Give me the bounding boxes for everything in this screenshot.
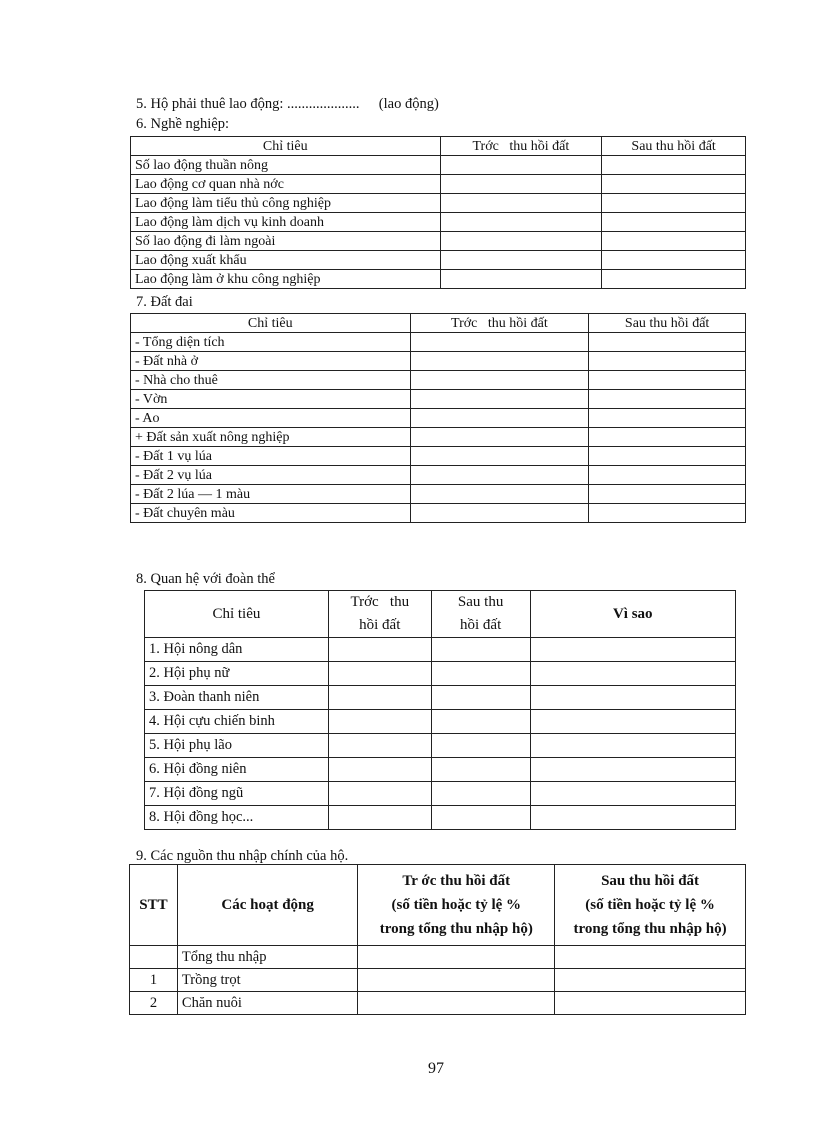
table-row <box>131 371 746 390</box>
before-cell[interactable] <box>410 485 589 504</box>
before-cell[interactable] <box>410 352 589 371</box>
after-cell[interactable] <box>589 447 746 466</box>
table-header-row <box>131 137 746 156</box>
header-before: Trớc thu hồi đất <box>440 137 602 156</box>
row-stt <box>130 946 178 969</box>
row-label: Lao động cơ quan nhà nớc <box>131 175 441 194</box>
row-label: 1. Hội nông dân <box>145 638 329 662</box>
header-before-line1: Tr ớc thu hồi đất <box>402 873 511 889</box>
after-cell[interactable] <box>589 352 746 371</box>
table-row <box>131 352 746 371</box>
before-cell[interactable] <box>440 213 602 232</box>
table-header-row <box>130 865 746 946</box>
table-row <box>130 992 746 1015</box>
header-before <box>358 865 555 946</box>
table-row <box>145 662 736 686</box>
row-stt: 2 <box>130 992 178 1015</box>
table-row <box>131 156 746 175</box>
question-7-title: 7. Đất đai <box>136 294 193 310</box>
after-cell[interactable] <box>589 504 746 523</box>
table-header-row <box>131 314 746 333</box>
header-chi-tieu: Chỉ tiêu <box>131 314 411 333</box>
row-label: Lao động làm tiểu thủ công nghiệp <box>131 194 441 213</box>
reason-cell[interactable] <box>530 734 735 758</box>
table-row <box>145 638 736 662</box>
table-row <box>131 447 746 466</box>
after-cell[interactable] <box>602 156 746 175</box>
after-cell[interactable] <box>589 466 746 485</box>
row-label: Tổng thu nhập <box>177 946 357 969</box>
question-6-title: 6. Nghề nghiệp: <box>136 116 230 132</box>
before-cell[interactable] <box>328 710 431 734</box>
after-cell[interactable] <box>602 251 746 270</box>
row-label: 7. Hội đồng ngũ <box>145 782 329 806</box>
header-after-line2: hồi đất <box>460 617 502 633</box>
before-cell[interactable] <box>358 946 555 969</box>
header-chi-tieu: Chỉ tiêu <box>131 137 441 156</box>
header-after: Sau thu hồi đất <box>589 314 746 333</box>
occupation-table <box>130 136 746 289</box>
header-before: Trớc thu hồi đất <box>410 314 589 333</box>
table-row <box>145 782 736 806</box>
header-after-line3: trong tổng thu nhập hộ) <box>573 921 727 937</box>
row-label: - Tổng diện tích <box>131 333 411 352</box>
table-row <box>145 758 736 782</box>
before-cell[interactable] <box>440 175 602 194</box>
before-cell[interactable] <box>410 466 589 485</box>
after-cell[interactable] <box>431 758 530 782</box>
income-table <box>129 864 746 1015</box>
row-label: + Đất sản xuất nông nghiệp <box>131 428 411 447</box>
row-label: - Đất 1 vụ lúa <box>131 447 411 466</box>
table-row <box>131 428 746 447</box>
after-cell[interactable] <box>431 782 530 806</box>
after-cell[interactable] <box>431 710 530 734</box>
before-cell[interactable] <box>410 409 589 428</box>
row-label: - Đất 2 vụ lúa <box>131 466 411 485</box>
table-row <box>131 504 746 523</box>
reason-cell[interactable] <box>530 662 735 686</box>
row-label: - Ao <box>131 409 411 428</box>
before-cell[interactable] <box>328 758 431 782</box>
header-before <box>328 591 431 638</box>
table-row <box>145 710 736 734</box>
row-label: Trồng trọt <box>177 969 357 992</box>
before-cell[interactable] <box>358 992 555 1015</box>
header-before-line3: trong tổng thu nhập hộ) <box>379 921 533 937</box>
header-after <box>431 591 530 638</box>
reason-cell[interactable] <box>530 782 735 806</box>
reason-cell[interactable] <box>530 806 735 830</box>
header-after-line2: (số tiền hoặc tỷ lệ % <box>585 897 715 913</box>
after-cell[interactable] <box>602 213 746 232</box>
row-label: 3. Đoàn thanh niên <box>145 686 329 710</box>
table-row <box>131 194 746 213</box>
after-cell[interactable] <box>589 390 746 409</box>
table-row <box>145 734 736 758</box>
after-cell[interactable] <box>555 969 746 992</box>
reason-cell[interactable] <box>530 638 735 662</box>
after-cell[interactable] <box>602 194 746 213</box>
after-cell[interactable] <box>555 992 746 1015</box>
question-8-title: 8. Quan hệ với đoàn thể <box>136 571 275 587</box>
header-reason: Vì sao <box>530 591 735 638</box>
table-row <box>131 232 746 251</box>
before-cell[interactable] <box>328 734 431 758</box>
after-cell[interactable] <box>431 734 530 758</box>
header-chi-tieu: Chỉ tiêu <box>145 591 329 638</box>
after-cell[interactable] <box>589 428 746 447</box>
header-activities: Các hoạt động <box>177 865 357 946</box>
before-cell[interactable] <box>410 371 589 390</box>
before-cell[interactable] <box>358 969 555 992</box>
table-row <box>130 946 746 969</box>
row-label: Số lao động đi làm ngoài <box>131 232 441 251</box>
row-label: Số lao động thuần nông <box>131 156 441 175</box>
question-5-unit: (lao động) <box>378 96 439 112</box>
table-row <box>130 969 746 992</box>
before-cell[interactable] <box>410 390 589 409</box>
table-row <box>131 270 746 289</box>
row-label: - Nhà cho thuê <box>131 371 411 390</box>
row-label: 6. Hội đồng niên <box>145 758 329 782</box>
header-after-line1: Sau thu <box>457 594 504 610</box>
after-cell[interactable] <box>589 371 746 390</box>
row-label: Lao động xuất khẩu <box>131 251 441 270</box>
header-after <box>555 865 746 946</box>
before-cell[interactable] <box>328 686 431 710</box>
row-label: - Đất chuyên màu <box>131 504 411 523</box>
after-cell[interactable] <box>555 946 746 969</box>
table-row <box>131 485 746 504</box>
header-before-line2: (số tiền hoặc tỷ lệ % <box>391 897 522 913</box>
table-header-row <box>145 591 736 638</box>
table-row <box>131 409 746 428</box>
header-stt: STT <box>130 865 178 946</box>
question-5-label: 5. Hộ phải thuê lao động: .................... <box>136 96 360 112</box>
row-label: Chăn nuôi <box>177 992 357 1015</box>
row-label: - Đất 2 lúa — 1 màu <box>131 485 411 504</box>
after-cell[interactable] <box>602 232 746 251</box>
after-cell[interactable] <box>602 175 746 194</box>
after-cell[interactable] <box>602 270 746 289</box>
header-before-line1: Trớc thu <box>350 594 410 610</box>
question-9-title: 9. Các nguồn thu nhập chính của hộ. <box>136 848 349 864</box>
header-after-line1: Sau thu hồi đất <box>601 873 700 889</box>
before-cell[interactable] <box>328 806 431 830</box>
before-cell[interactable] <box>410 447 589 466</box>
table-row <box>145 806 736 830</box>
before-cell[interactable] <box>328 662 431 686</box>
row-stt: 1 <box>130 969 178 992</box>
before-cell[interactable] <box>440 232 602 251</box>
reason-cell[interactable] <box>530 758 735 782</box>
after-cell[interactable] <box>431 806 530 830</box>
row-label: 4. Hội cựu chiến binh <box>145 710 329 734</box>
after-cell[interactable] <box>589 485 746 504</box>
before-cell[interactable] <box>440 156 602 175</box>
table-row <box>131 251 746 270</box>
after-cell[interactable] <box>589 409 746 428</box>
after-cell[interactable] <box>431 662 530 686</box>
before-cell[interactable] <box>440 194 602 213</box>
table-row <box>131 333 746 352</box>
header-after: Sau thu hồi đất <box>602 137 746 156</box>
organization-table <box>144 590 736 830</box>
row-label: 8. Hội đồng học... <box>145 806 329 830</box>
after-cell[interactable] <box>431 638 530 662</box>
before-cell[interactable] <box>440 251 602 270</box>
row-label: 5. Hội phụ lão <box>145 734 329 758</box>
row-label: - Vờn <box>131 390 411 409</box>
after-cell[interactable] <box>589 333 746 352</box>
before-cell[interactable] <box>328 638 431 662</box>
before-cell[interactable] <box>410 504 589 523</box>
row-label: Lao động làm dịch vụ kinh doanh <box>131 213 441 232</box>
question-5 <box>136 96 439 113</box>
row-label: - Đất nhà ở <box>131 352 411 371</box>
reason-cell[interactable] <box>530 710 735 734</box>
before-cell[interactable] <box>440 270 602 289</box>
row-label: 2. Hội phụ nữ <box>145 662 329 686</box>
before-cell[interactable] <box>410 333 589 352</box>
page-number: 97 <box>428 1060 444 1077</box>
row-label: Lao động làm ở khu công nghiệp <box>131 270 441 289</box>
table-row <box>131 213 746 232</box>
after-cell[interactable] <box>431 686 530 710</box>
before-cell[interactable] <box>410 428 589 447</box>
reason-cell[interactable] <box>530 686 735 710</box>
table-row <box>145 686 736 710</box>
table-row <box>131 390 746 409</box>
table-row <box>131 466 746 485</box>
before-cell[interactable] <box>328 782 431 806</box>
header-before-line2: hồi đất <box>359 617 401 633</box>
land-table <box>130 313 746 523</box>
table-row <box>131 175 746 194</box>
